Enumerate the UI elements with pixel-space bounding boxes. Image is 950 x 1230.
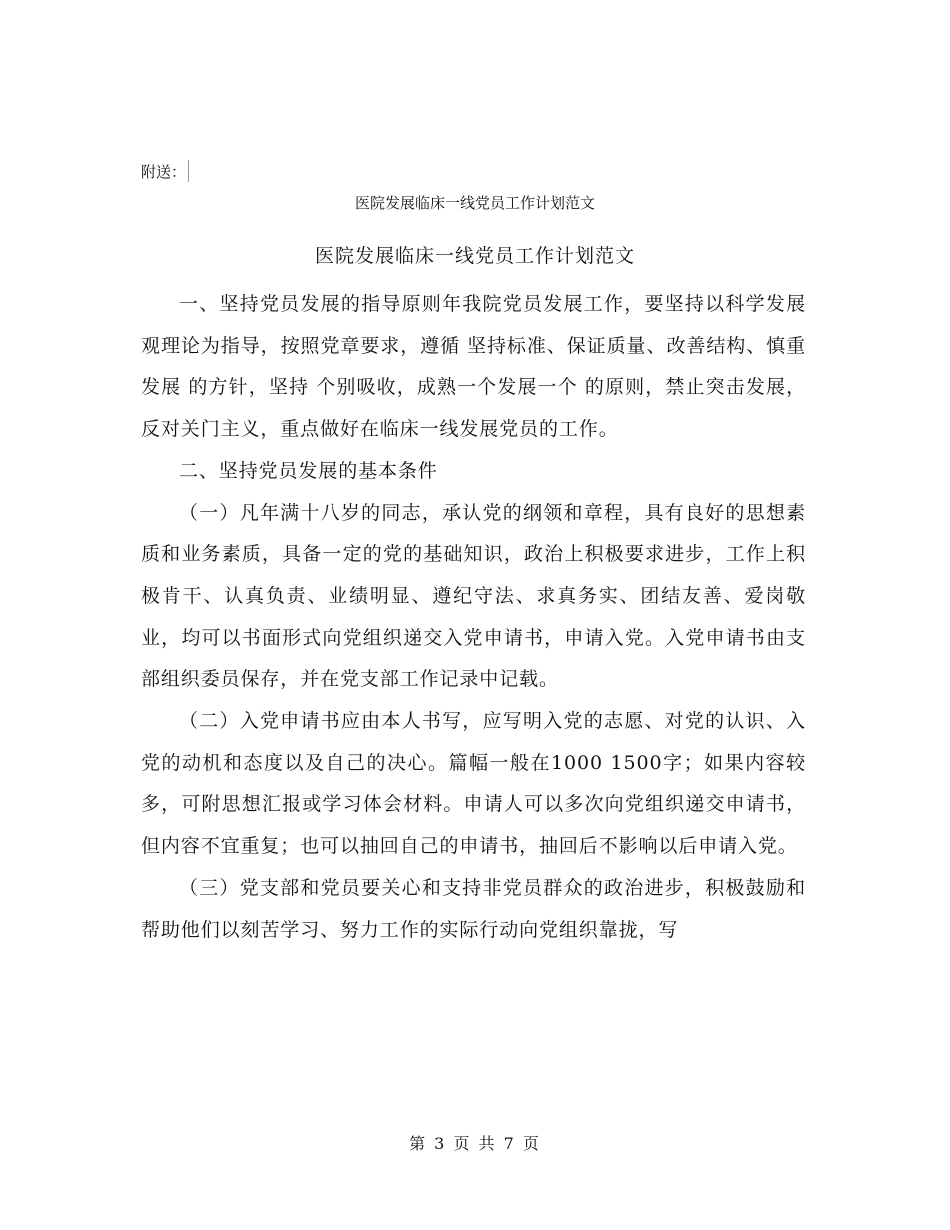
document-body (141, 284, 806, 951)
paragraph-conditions-heading: 二、坚持党员发展的基本条件 (179, 459, 438, 482)
text-cursor-mark (188, 160, 189, 182)
paragraph-principles: 一、坚持党员发展的指导原则年我院党员发展工作，要坚持以科学发展观理论为指导，按照党章要求，遵循 坚持标准、保证质量、改善结构、慎重发展 的方针，坚持 个别吸收，成熟一个发展一个 的原则，禁止突击发展，反对关门主义，重点做好在临床一线发展党员的工作。 (141, 293, 806, 441)
document-title: 医院发展临床一线党员工作计划范文 (314, 245, 635, 267)
paragraph-condition-2: （二）入党申请书应由本人书写，应写明入党的志愿、对党的认识、入党的动机和态度以及自己的决心。篇幅一般在1000 1500字；如果内容较多，可附思想汇报或学习体会材料。申请人可以多次向党组织递交申请书，但内容不宜重复；也可以抽回自己的申请书，抽回后不影响以后申请入党。 (141, 710, 806, 858)
page-number-footer: 第 3 页 共 7 页 (409, 1134, 541, 1153)
paragraph-condition-1: （一）凡年满十八岁的同志，承认党的纲领和章程，具有良好的思想素质和业务素质，具备一定的党的基础知识，政治上积极要求进步，工作上积极肯干、认真负责、业绩明显、遵纪守法、求真务实、团结友善、爱岗敬业，均可以书面形式向党组织递交入党申请书，申请入党。入党申请书由支部组织委员保存，并在党支部工作记录中记载。 (141, 501, 806, 691)
paragraph-condition-3: （三）党支部和党员要关心和支持非党员群众的政治进步，积极鼓励和帮助他们以刻苦学习、努力工作的实际行动向党组织靠拢，写 (141, 876, 806, 941)
header-title: 医院发展临床一线党员工作计划范文 (354, 194, 595, 212)
attachment-label: 附送： (141, 163, 187, 181)
